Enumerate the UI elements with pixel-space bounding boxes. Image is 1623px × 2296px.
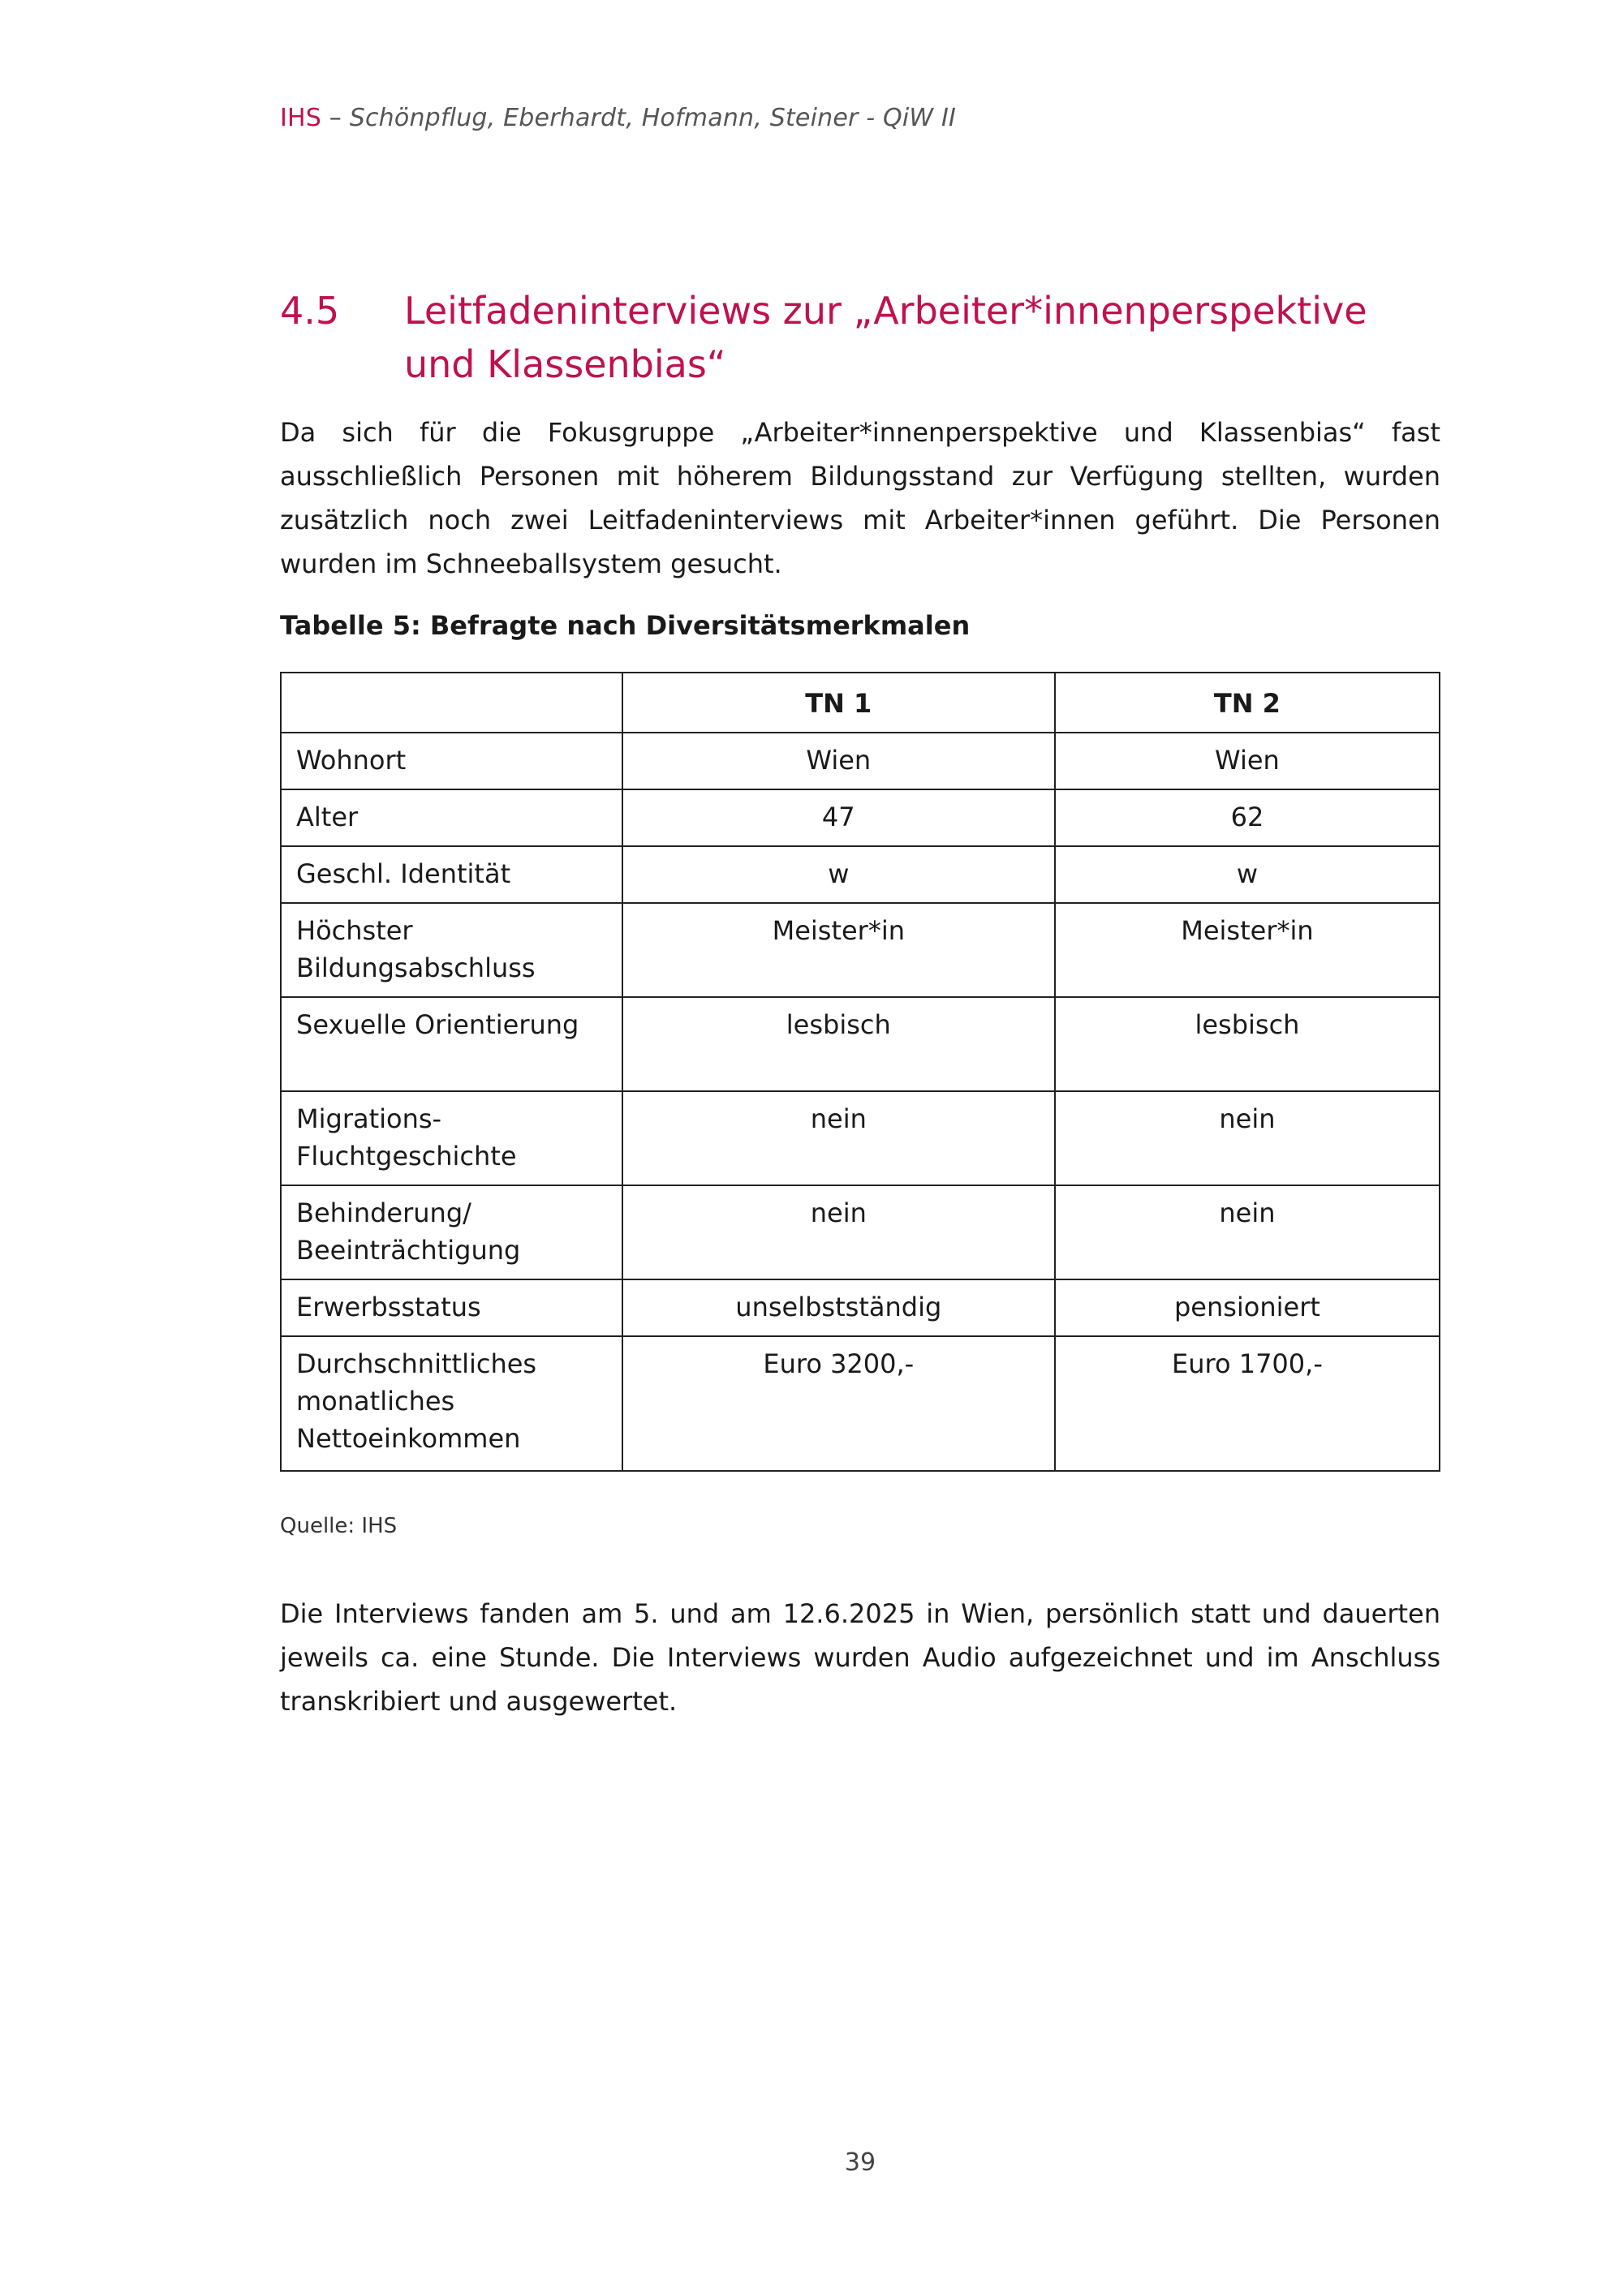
cell-tn1: Wien (622, 733, 1055, 789)
cell-tn2: nein (1055, 1091, 1440, 1185)
table-row (281, 846, 1440, 903)
header-cell-tn1: TN 1 (622, 673, 1055, 733)
section-number: 4.5 (280, 289, 340, 333)
cell-tn1: w (622, 846, 1055, 903)
header-cell-tn2: TN 2 (1055, 673, 1440, 733)
cell-tn1: unselbstständig (622, 1279, 1055, 1336)
cell-tn2: w (1055, 846, 1440, 903)
diversity-table (280, 672, 1440, 1472)
cell-tn2: nein (1055, 1185, 1440, 1279)
page-number: 39 (844, 2148, 876, 2177)
row-label: Alter (281, 789, 622, 846)
table-row (281, 789, 1440, 846)
table-row (281, 1279, 1440, 1336)
header-cell-empty (281, 673, 622, 733)
table-row (281, 1091, 1440, 1185)
table-row (281, 997, 1440, 1091)
cell-tn2: Wien (1055, 733, 1440, 789)
running-header (280, 104, 956, 132)
row-label: Sexuelle Orientierung (281, 997, 622, 1091)
table-header-row (281, 673, 1440, 733)
row-label: Erwerbsstatus (281, 1279, 622, 1336)
cell-tn1: 47 (622, 789, 1055, 846)
row-label: Wohnort (281, 733, 622, 789)
row-label: Höchster Bildungsabschluss (281, 903, 622, 997)
row-label: Durchschnittliches monatliches Nettoeinkommen (281, 1336, 622, 1471)
row-label: Behinderung/ Beeinträchtigung (281, 1185, 622, 1279)
cell-tn2: Meister*in (1055, 903, 1440, 997)
cell-tn1: Meister*in (622, 903, 1055, 997)
cell-tn2: pensioniert (1055, 1279, 1440, 1336)
table-row (281, 733, 1440, 789)
cell-tn2: Euro 1700,- (1055, 1336, 1440, 1471)
section-title: Leitfadeninterviews zur „Arbeiter*innenperspektive und Klassenbias“ (404, 289, 1367, 386)
cell-tn1: nein (622, 1185, 1055, 1279)
intro-paragraph: Da sich für die Fokusgruppe „Arbeiter*innenperspektive und Klassenbias“ fast ausschließlich Personen mit höherem Bildungsstand zur Verfügung stellten, wurden zusätzlich noch zwei Leitfadeninterviews mit Arbeiter*innen geführt. Die Personen wurden im Schneeballsystem gesucht. (280, 417, 1440, 579)
header-authors: Schönpflug, Eberhardt, Hofmann, Steiner - QiW II (349, 104, 957, 132)
table-row (281, 1185, 1440, 1279)
row-label: Geschl. Identität (281, 846, 622, 903)
cell-tn2: 62 (1055, 789, 1440, 846)
table-row (281, 903, 1440, 997)
header-org: IHS (280, 104, 322, 132)
table-source: Quelle: IHS (280, 1514, 398, 1538)
closing-paragraph: Die Interviews fanden am 5. und am 12.6.2025 in Wien, persönlich statt und dauerten jeweils ca. eine Stunde. Die Interviews wurden Audio aufgezeichnet und im Anschluss transkribiert und ausgewertet. (280, 1598, 1440, 1717)
cell-tn1: Euro 3200,- (622, 1336, 1055, 1471)
cell-tn1: lesbisch (622, 997, 1055, 1091)
table-caption: Tabelle 5: Befragte nach Diversitätsmerkmalen (280, 610, 971, 641)
cell-tn1: nein (622, 1091, 1055, 1185)
table-row (281, 1336, 1440, 1471)
cell-tn2: lesbisch (1055, 997, 1440, 1091)
row-label: Migrations- Fluchtgeschichte (281, 1091, 622, 1185)
header-separator: – (321, 104, 350, 132)
